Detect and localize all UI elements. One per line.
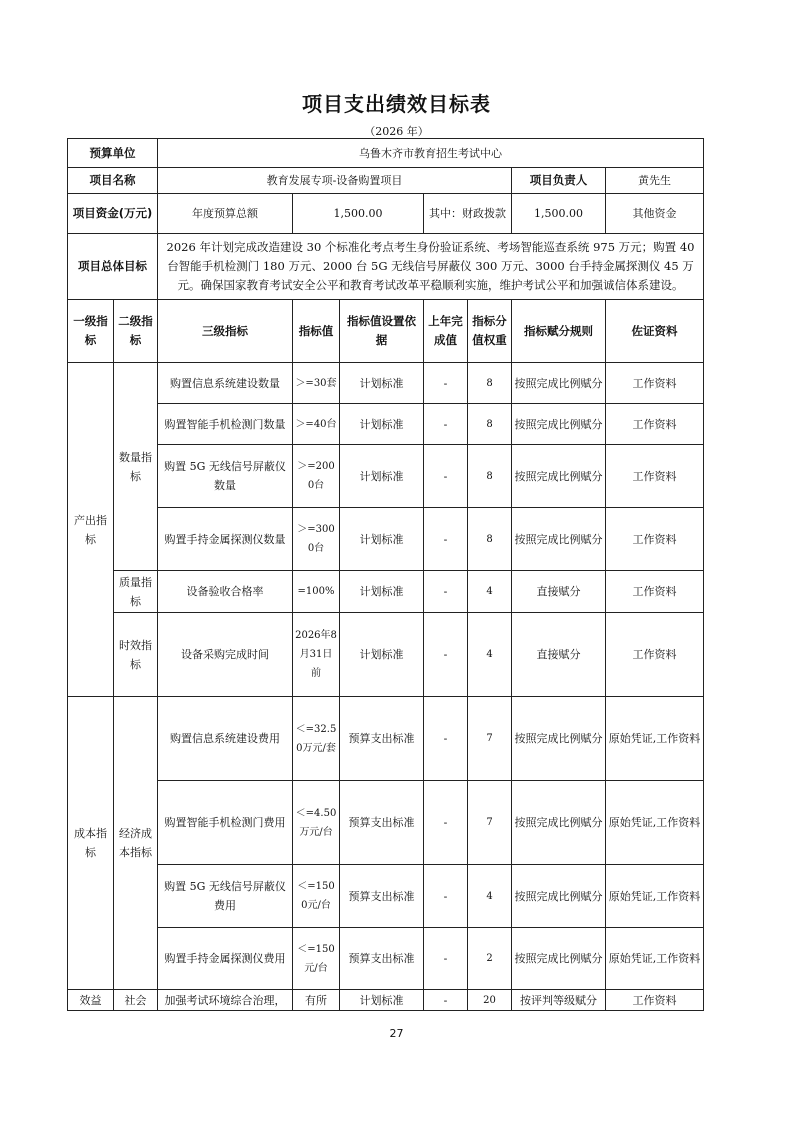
indicator-rule: 直接赋分 <box>512 613 606 697</box>
page-number: 27 <box>389 1027 404 1040</box>
header-level1: 一级指标 <box>68 300 114 363</box>
goal-label: 项目总体目标 <box>68 234 158 300</box>
table-row <box>68 571 704 613</box>
indicator-weight: 4 <box>468 571 512 613</box>
year-label: （2026 年） <box>364 125 429 138</box>
table-row <box>68 404 704 445</box>
group-cost: 成本指标 <box>68 697 114 990</box>
indicator-last: - <box>424 697 468 781</box>
indicator-last: - <box>424 613 468 697</box>
indicator-evidence: 原始凭证,工作资料 <box>606 865 704 928</box>
table-row <box>68 990 704 1011</box>
group-quantity: 数量指标 <box>114 363 158 571</box>
table-row <box>68 865 704 928</box>
indicator-value: 有所 <box>293 990 340 1011</box>
indicator-rule: 按照完成比例赋分 <box>512 928 606 990</box>
indicator-name: 购置信息系统建设费用 <box>158 697 293 781</box>
indicator-last: - <box>424 571 468 613</box>
group-quality: 质量指标 <box>114 571 158 613</box>
budget-unit-label: 预算单位 <box>68 139 158 168</box>
annual-total-label: 年度预算总额 <box>158 194 293 234</box>
indicator-rule: 按照完成比例赋分 <box>512 865 606 928</box>
table-row <box>68 781 704 865</box>
indicator-last: - <box>424 445 468 508</box>
budget-unit-value: 乌鲁木齐市教育招生考试中心 <box>158 139 704 168</box>
indicator-weight: 20 <box>468 990 512 1011</box>
fiscal-label: 其中：财政拨款 <box>424 194 512 234</box>
indicator-rule: 直接赋分 <box>512 571 606 613</box>
indicator-weight: 8 <box>468 363 512 404</box>
header-basis: 指标值设置依据 <box>340 300 424 363</box>
group-output: 产出指标 <box>68 363 114 697</box>
indicator-weight: 8 <box>468 404 512 445</box>
indicator-value: 2026年8月31日前 <box>293 613 340 697</box>
indicator-name: 购置 5G 无线信号屏蔽仪数量 <box>158 445 293 508</box>
indicator-basis: 计划标准 <box>340 363 424 404</box>
indicator-value: ＞=3000台 <box>293 508 340 571</box>
indicator-basis: 计划标准 <box>340 404 424 445</box>
indicator-last: - <box>424 781 468 865</box>
indicator-basis: 计划标准 <box>340 508 424 571</box>
header-level2: 二级指标 <box>114 300 158 363</box>
indicator-name: 加强考试环境综合治理， <box>158 990 293 1011</box>
indicator-name: 购置信息系统建设数量 <box>158 363 293 404</box>
indicator-value: ＜=150元/台 <box>293 928 340 990</box>
indicator-evidence: 原始凭证,工作资料 <box>606 928 704 990</box>
indicator-weight: 8 <box>468 508 512 571</box>
performance-table <box>67 138 704 1011</box>
indicator-basis: 计划标准 <box>340 445 424 508</box>
indicator-value: ＜=32.50万元/套 <box>293 697 340 781</box>
indicator-name: 购置手持金属探测仪费用 <box>158 928 293 990</box>
indicator-last: - <box>424 404 468 445</box>
owner-label: 项目负责人 <box>512 168 606 194</box>
table-row <box>68 613 704 697</box>
indicator-basis: 预算支出标准 <box>340 928 424 990</box>
indicator-name: 购置智能手机检测门数量 <box>158 404 293 445</box>
indicator-name: 设备验收合格率 <box>158 571 293 613</box>
indicator-rule: 按照完成比例赋分 <box>512 508 606 571</box>
fiscal-value: 1,500.00 <box>512 194 606 234</box>
indicator-value: ＞=40台 <box>293 404 340 445</box>
project-name-label: 项目名称 <box>68 168 158 194</box>
owner-value: 黄先生 <box>606 168 704 194</box>
header-evidence: 佐证资料 <box>606 300 704 363</box>
page-title: 项目支出绩效目标表 <box>302 92 491 116</box>
indicator-value: ＜=4.50万元/台 <box>293 781 340 865</box>
indicator-value: ＜=1500元/台 <box>293 865 340 928</box>
indicator-rule: 按照完成比例赋分 <box>512 404 606 445</box>
header-weight: 指标分值权重 <box>468 300 512 363</box>
indicator-name: 购置手持金属探测仪数量 <box>158 508 293 571</box>
indicator-rule: 按评判等级赋分 <box>512 990 606 1011</box>
indicator-name: 购置 5G 无线信号屏蔽仪费用 <box>158 865 293 928</box>
indicator-rule: 按照完成比例赋分 <box>512 781 606 865</box>
indicator-basis: 计划标准 <box>340 990 424 1011</box>
header-value: 指标值 <box>293 300 340 363</box>
indicator-last: - <box>424 363 468 404</box>
indicator-rule: 按照完成比例赋分 <box>512 697 606 781</box>
indicator-last: - <box>424 928 468 990</box>
indicator-basis: 预算支出标准 <box>340 865 424 928</box>
group-economic: 经济成本指标 <box>114 697 158 990</box>
indicator-name: 设备采购完成时间 <box>158 613 293 697</box>
indicator-basis: 预算支出标准 <box>340 781 424 865</box>
table-row <box>68 508 704 571</box>
project-name-value: 教育发展专项-设备购置项目 <box>158 168 512 194</box>
indicator-value: =100% <box>293 571 340 613</box>
other-label: 其他资金 <box>606 194 704 234</box>
table-row <box>68 928 704 990</box>
indicator-weight: 4 <box>468 865 512 928</box>
indicator-last: - <box>424 508 468 571</box>
header-rule: 指标赋分规则 <box>512 300 606 363</box>
indicator-basis: 计划标准 <box>340 571 424 613</box>
indicator-evidence: 工作资料 <box>606 404 704 445</box>
indicator-rule: 按照完成比例赋分 <box>512 445 606 508</box>
indicator-evidence: 工作资料 <box>606 571 704 613</box>
table-row <box>68 697 704 781</box>
indicator-value: ＞=30套 <box>293 363 340 404</box>
indicator-evidence: 工作资料 <box>606 445 704 508</box>
group-social: 社会 <box>114 990 158 1011</box>
goal-text: 2026 年计划完成改造建设 30 个标准化考点考生身份验证系统、考场智能巡查系统 975 万元；购置 40 台智能手机检测门 180 万元、2000 台 5G 无线信号屏蔽仪 300 万元、3000 台手持金属探测仪 45 万元。确保国家教育考试安全公平和教育考试改革平稳顺利实施，维护考试公平和加强诚信体系建设。 <box>158 234 704 300</box>
indicator-evidence: 工作资料 <box>606 990 704 1011</box>
indicator-last: - <box>424 865 468 928</box>
funds-label: 项目资金(万元) <box>68 194 158 234</box>
indicator-weight: 4 <box>468 613 512 697</box>
indicator-name: 购置智能手机检测门费用 <box>158 781 293 865</box>
indicator-rule: 按照完成比例赋分 <box>512 363 606 404</box>
indicator-basis: 预算支出标准 <box>340 697 424 781</box>
indicator-value: ＞=2000台 <box>293 445 340 508</box>
indicator-evidence: 工作资料 <box>606 508 704 571</box>
group-timeliness: 时效指标 <box>114 613 158 697</box>
indicator-evidence: 工作资料 <box>606 613 704 697</box>
indicator-evidence: 原始凭证,工作资料 <box>606 697 704 781</box>
indicator-basis: 计划标准 <box>340 613 424 697</box>
group-benefit: 效益 <box>68 990 114 1011</box>
indicator-weight: 7 <box>468 781 512 865</box>
header-level3: 三级指标 <box>158 300 293 363</box>
table-row <box>68 445 704 508</box>
indicator-weight: 8 <box>468 445 512 508</box>
annual-total-value: 1,500.00 <box>293 194 424 234</box>
indicator-weight: 2 <box>468 928 512 990</box>
indicator-evidence: 工作资料 <box>606 363 704 404</box>
indicator-evidence: 原始凭证,工作资料 <box>606 781 704 865</box>
indicator-weight: 7 <box>468 697 512 781</box>
table-row <box>68 363 704 404</box>
indicator-last: - <box>424 990 468 1011</box>
header-last-year: 上年完成值 <box>424 300 468 363</box>
